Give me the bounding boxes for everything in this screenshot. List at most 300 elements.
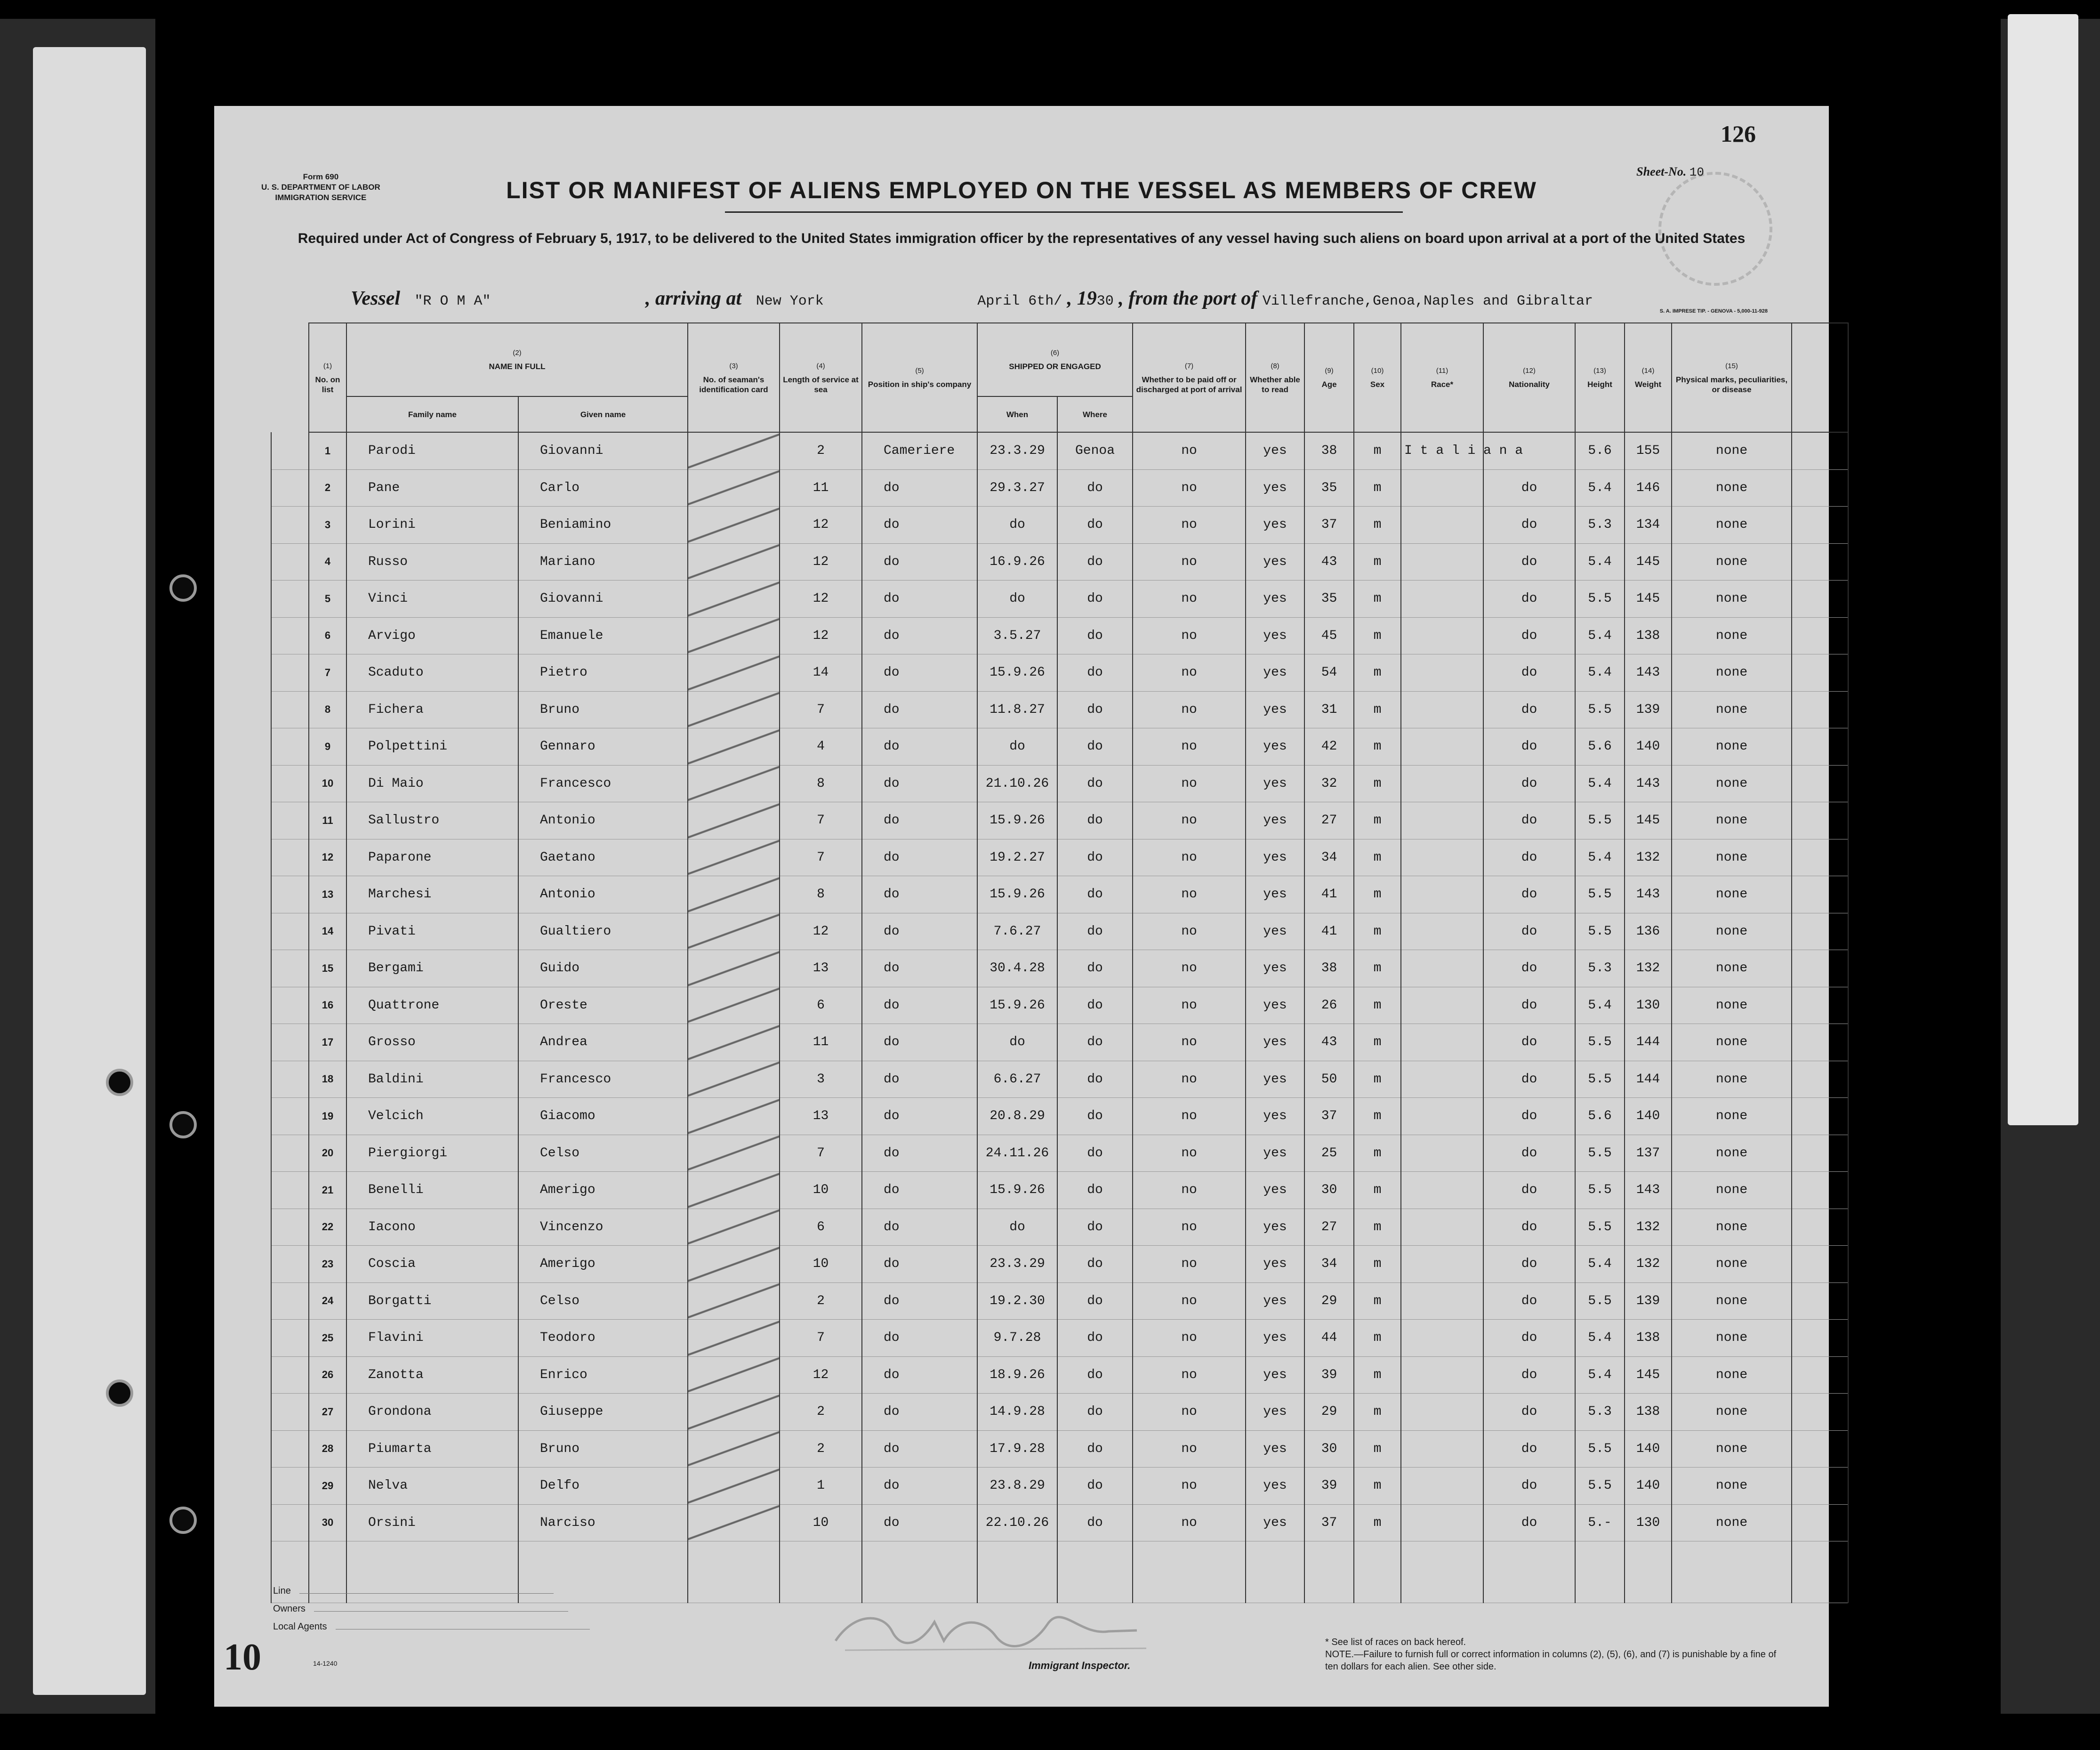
cell-age: 37 (1304, 507, 1354, 544)
cell-age: 34 (1304, 1246, 1354, 1283)
cell-weight: 143 (1625, 876, 1672, 913)
cell-where: do (1057, 802, 1133, 839)
cell-weight: 136 (1625, 913, 1672, 950)
cell-read: yes (1246, 1061, 1304, 1098)
cell-marks: none (1672, 765, 1792, 802)
cell-paid: no (1133, 1430, 1246, 1468)
cell-weight: 146 (1625, 469, 1672, 507)
cell-paid: no (1133, 765, 1246, 802)
cell-read: yes (1246, 1172, 1304, 1209)
cell-given: Antonio (518, 876, 688, 913)
table-row (271, 728, 1848, 766)
cell-age: 39 (1304, 1468, 1354, 1505)
cell-when: do (977, 1024, 1057, 1061)
cell-given: Enrico (518, 1356, 688, 1394)
cell-race (1401, 1430, 1483, 1468)
cell-position: do (862, 876, 977, 913)
cell-race (1401, 950, 1483, 987)
page-number: 126 (1721, 121, 1756, 147)
cell-given: Giovanni (518, 432, 688, 469)
punch-hole (169, 574, 197, 602)
cell-service: 7 (780, 839, 862, 876)
cell-where: do (1057, 839, 1133, 876)
cell-nationality: do (1483, 1394, 1575, 1431)
cell-read: yes (1246, 1430, 1304, 1468)
cell-sex: m (1354, 1468, 1401, 1505)
cell-age: 43 (1304, 1024, 1354, 1061)
cell-read: yes (1246, 654, 1304, 692)
cell-nationality: do (1483, 1135, 1575, 1172)
cell-no: 5 (309, 581, 346, 618)
cell-when: 7.6.27 (977, 913, 1057, 950)
cell-read: yes (1246, 1356, 1304, 1394)
cell-where: do (1057, 691, 1133, 728)
cell-given: Beniamino (518, 507, 688, 544)
cell-no: 22 (309, 1209, 346, 1246)
cell-read: yes (1246, 432, 1304, 469)
cell-paid: no (1133, 1024, 1246, 1061)
arrival-date: April 6th/ (977, 293, 1062, 309)
cell-where: do (1057, 1504, 1133, 1541)
cell-when: 17.9.28 (977, 1430, 1057, 1468)
cell-when: 15.9.26 (977, 654, 1057, 692)
cell-marks: none (1672, 1430, 1792, 1468)
cell-family: Polpettini (346, 728, 518, 766)
cell-paid: no (1133, 1504, 1246, 1541)
cell-race (1401, 1320, 1483, 1357)
col-header-read: (8) Whether able to read (1246, 323, 1304, 432)
cell-family: Orsini (346, 1504, 518, 1541)
cell-read: yes (1246, 802, 1304, 839)
cell-race (1401, 1394, 1483, 1431)
cell-sex: m (1354, 1172, 1401, 1209)
cell-nationality: do (1483, 469, 1575, 507)
cell-where: do (1057, 1468, 1133, 1505)
cell-no: 3 (309, 507, 346, 544)
cell-family: Iacono (346, 1209, 518, 1246)
cell-sex: m (1354, 1282, 1401, 1320)
cell-position: do (862, 950, 977, 987)
cell-weight: 140 (1625, 1430, 1672, 1468)
cell-service: 12 (780, 913, 862, 950)
title-underline (725, 211, 1403, 213)
cell-service: 12 (780, 507, 862, 544)
table-row (271, 1246, 1848, 1283)
cell-paid: no (1133, 913, 1246, 950)
cell-height: 5.3 (1575, 507, 1625, 544)
cell-height: 5.4 (1575, 543, 1625, 581)
cell-age: 29 (1304, 1394, 1354, 1431)
cell-race (1401, 1061, 1483, 1098)
cell-no: 23 (309, 1246, 346, 1283)
cell-paid: no (1133, 1061, 1246, 1098)
cell-given: Amerigo (518, 1246, 688, 1283)
cell-paid: no (1133, 1320, 1246, 1357)
cell-where: Genoa (1057, 432, 1133, 469)
cell-race (1401, 1356, 1483, 1394)
cell-height: 5.4 (1575, 765, 1625, 802)
cell-age: 38 (1304, 950, 1354, 987)
table-row (271, 1135, 1848, 1172)
cell-height: 5.4 (1575, 1320, 1625, 1357)
cell-sex: m (1354, 876, 1401, 913)
table-row (271, 507, 1848, 544)
cell-family: Coscia (346, 1246, 518, 1283)
cell-paid: no (1133, 1394, 1246, 1431)
cell-read: yes (1246, 543, 1304, 581)
cell-family: Russo (346, 543, 518, 581)
cell-marks: none (1672, 1172, 1792, 1209)
cell-age: 45 (1304, 617, 1354, 654)
cell-nationality: do (1483, 802, 1575, 839)
table-row (271, 691, 1848, 728)
printer-imprint: S. A. IMPRESE TIP. - GENOVA - 5,000-11-928 (1659, 308, 1768, 314)
cell-when: 11.8.27 (977, 691, 1057, 728)
cell-family: Sallustro (346, 802, 518, 839)
cell-position: do (862, 1356, 977, 1394)
cell-weight: 155 (1625, 432, 1672, 469)
cell-age: 38 (1304, 432, 1354, 469)
cell-sex: m (1354, 617, 1401, 654)
table-row (271, 1320, 1848, 1357)
cell-position: do (862, 1061, 977, 1098)
cell-age: 27 (1304, 1209, 1354, 1246)
cell-nationality: do (1483, 691, 1575, 728)
cell-where: do (1057, 1282, 1133, 1320)
cell-no: 11 (309, 802, 346, 839)
cell-height: 5.5 (1575, 1209, 1625, 1246)
cell-nationality: do (1483, 950, 1575, 987)
cell-family: Parodi (346, 432, 518, 469)
cell-sex: m (1354, 765, 1401, 802)
table-row (271, 950, 1848, 987)
cell-paid: no (1133, 1172, 1246, 1209)
col-header-when: When (977, 396, 1057, 432)
cell-position: do (862, 1209, 977, 1246)
cell-paid: no (1133, 802, 1246, 839)
cell-marks: none (1672, 913, 1792, 950)
cell-race (1401, 1468, 1483, 1505)
cell-position: do (862, 507, 977, 544)
cell-height: 5.4 (1575, 654, 1625, 692)
cell-race (1401, 1504, 1483, 1541)
cell-when: do (977, 728, 1057, 766)
cell-height: 5.5 (1575, 691, 1625, 728)
col-header-weight: (14) Weight (1625, 323, 1672, 432)
cell-position: do (862, 802, 977, 839)
cell-where: do (1057, 1061, 1133, 1098)
cell-family: Piergiorgi (346, 1135, 518, 1172)
cell-when: 18.9.26 (977, 1356, 1057, 1394)
cell-position: do (862, 543, 977, 581)
cell-position: do (862, 469, 977, 507)
vessel-name: "R O M A" (414, 293, 491, 309)
cell-given: Amerigo (518, 1172, 688, 1209)
table-row (271, 1356, 1848, 1394)
cell-sex: m (1354, 1394, 1401, 1431)
cell-read: yes (1246, 950, 1304, 987)
cell-no: 24 (309, 1282, 346, 1320)
cell-where: do (1057, 1356, 1133, 1394)
cell-age: 27 (1304, 802, 1354, 839)
table-row (271, 876, 1848, 913)
cell-read: yes (1246, 1320, 1304, 1357)
cell-read: yes (1246, 876, 1304, 913)
cell-when: 23.8.29 (977, 1468, 1057, 1505)
cell-weight: 132 (1625, 1209, 1672, 1246)
cell-position: do (862, 1468, 977, 1505)
cell-nationality: do (1483, 507, 1575, 544)
cell-when: 21.10.26 (977, 765, 1057, 802)
cell-nationality: do (1483, 728, 1575, 766)
cell-marks: none (1672, 1098, 1792, 1135)
cell-marks: none (1672, 1209, 1792, 1246)
cell-marks: none (1672, 432, 1792, 469)
cell-when: 29.3.27 (977, 469, 1057, 507)
cell-family: Pivati (346, 913, 518, 950)
cell-age: 44 (1304, 1320, 1354, 1357)
cell-height: 5.5 (1575, 876, 1625, 913)
cell-sex: m (1354, 691, 1401, 728)
cell-age: 42 (1304, 728, 1354, 766)
cell-height: 5.4 (1575, 617, 1625, 654)
cell-given: Oreste (518, 987, 688, 1024)
cell-weight: 132 (1625, 1246, 1672, 1283)
cell-marks: none (1672, 691, 1792, 728)
cell-family: Flavini (346, 1320, 518, 1357)
cell-paid: no (1133, 876, 1246, 913)
cell-sex: m (1354, 1430, 1401, 1468)
film-edge-right (2008, 14, 2078, 1125)
col-header-shipped: (6) SHIPPED OR ENGAGED (977, 323, 1133, 396)
cell-sex: m (1354, 1504, 1401, 1541)
cell-position: do (862, 1394, 977, 1431)
table-row (271, 543, 1848, 581)
cell-service: 2 (780, 1430, 862, 1468)
cell-age: 50 (1304, 1061, 1354, 1098)
cell-no: 8 (309, 691, 346, 728)
cell-family: Borgatti (346, 1282, 518, 1320)
cell-family: Nelva (346, 1468, 518, 1505)
inspector-label: Immigrant Inspector. (1029, 1660, 1131, 1671)
cell-age: 39 (1304, 1356, 1354, 1394)
cell-read: yes (1246, 1024, 1304, 1061)
cell-marks: none (1672, 1024, 1792, 1061)
cell-marks: none (1672, 802, 1792, 839)
cell-given: Carlo (518, 469, 688, 507)
cell-read: yes (1246, 728, 1304, 766)
cell-service: 13 (780, 950, 862, 987)
vessel-line: Vessel "R O M A" , arriving at New York April 6th/ , 1930 , from the port of Villefranche,Genoa,Naples and Gibraltar (351, 288, 1593, 309)
cell-when: 23.3.29 (977, 432, 1057, 469)
cell-marks: none (1672, 1061, 1792, 1098)
cell-sex: m (1354, 1246, 1401, 1283)
cell-height: 5.6 (1575, 728, 1625, 766)
cell-given: Pietro (518, 654, 688, 692)
cell-no: 25 (309, 1320, 346, 1357)
table-row (271, 765, 1848, 802)
cell-when: 15.9.26 (977, 1172, 1057, 1209)
cell-age: 31 (1304, 691, 1354, 728)
cell-height: 5.4 (1575, 469, 1625, 507)
cell-given: Guido (518, 950, 688, 987)
cell-position: do (862, 617, 977, 654)
cell-marks: none (1672, 950, 1792, 987)
cell-paid: no (1133, 581, 1246, 618)
cell-weight: 145 (1625, 802, 1672, 839)
cell-sex: m (1354, 913, 1401, 950)
table-row (271, 1172, 1848, 1209)
cell-read: yes (1246, 1135, 1304, 1172)
cell-where: do (1057, 987, 1133, 1024)
cell-height: 5.3 (1575, 1394, 1625, 1431)
cell-no: 4 (309, 543, 346, 581)
cell-no: 14 (309, 913, 346, 950)
cell-no: 20 (309, 1135, 346, 1172)
cell-read: yes (1246, 691, 1304, 728)
cell-when: 15.9.26 (977, 876, 1057, 913)
table-row (271, 617, 1848, 654)
cell-service: 11 (780, 469, 862, 507)
cell-height: 5.- (1575, 1504, 1625, 1541)
cell-marks: none (1672, 876, 1792, 913)
cell-service: 2 (780, 1282, 862, 1320)
cell-where: do (1057, 1320, 1133, 1357)
cell-weight: 145 (1625, 1356, 1672, 1394)
cell-race (1401, 581, 1483, 618)
cell-read: yes (1246, 765, 1304, 802)
cell-race: I t a l i a n a (1401, 432, 1483, 469)
cell-service: 3 (780, 1061, 862, 1098)
document-subtitle: Required under Act of Congress of February 5, 1917, to be delivered to the United States immigration officer by the representatives of any vessel having such aliens on board upon arrival at a port of the United States (298, 231, 1746, 246)
cell-read: yes (1246, 987, 1304, 1024)
cell-age: 37 (1304, 1504, 1354, 1541)
cell-sex: m (1354, 507, 1401, 544)
cell-paid: no (1133, 1135, 1246, 1172)
cell-service: 7 (780, 1135, 862, 1172)
punch-hole (106, 1069, 133, 1096)
footer-labels: Line Owners Local Agents (273, 1582, 590, 1636)
cell-given: Giovanni (518, 581, 688, 618)
cell-service: 7 (780, 1320, 862, 1357)
cell-sex: m (1354, 1356, 1401, 1394)
crew-manifest-table (271, 323, 1849, 1603)
cell-paid: no (1133, 654, 1246, 692)
cell-when: 16.9.26 (977, 543, 1057, 581)
cell-paid: no (1133, 1209, 1246, 1246)
cell-given: Vincenzo (518, 1209, 688, 1246)
cell-position: Cameriere (862, 432, 977, 469)
cell-given: Gennaro (518, 728, 688, 766)
cell-position: do (862, 728, 977, 766)
cell-read: yes (1246, 1504, 1304, 1541)
cell-race (1401, 543, 1483, 581)
cell-weight: 138 (1625, 1320, 1672, 1357)
table-row (271, 1209, 1848, 1246)
cell-marks: none (1672, 987, 1792, 1024)
cell-family: Baldini (346, 1061, 518, 1098)
cell-race (1401, 802, 1483, 839)
cell-race (1401, 876, 1483, 913)
cell-read: yes (1246, 1098, 1304, 1135)
cell-race (1401, 765, 1483, 802)
table-row (271, 1098, 1848, 1135)
cell-when: 19.2.30 (977, 1282, 1057, 1320)
cell-weight: 145 (1625, 581, 1672, 618)
cell-weight: 130 (1625, 987, 1672, 1024)
cell-weight: 132 (1625, 839, 1672, 876)
cell-position: do (862, 1246, 977, 1283)
cell-sex: m (1354, 543, 1401, 581)
cell-service: 13 (780, 1098, 862, 1135)
cell-where: do (1057, 1430, 1133, 1468)
cell-age: 30 (1304, 1430, 1354, 1468)
cell-paid: no (1133, 950, 1246, 987)
cell-nationality: do (1483, 1061, 1575, 1098)
cell-age: 30 (1304, 1172, 1354, 1209)
cell-service: 12 (780, 543, 862, 581)
col-header-marks: (15) Physical marks, peculiarities, or disease (1672, 323, 1792, 432)
cell-weight: 139 (1625, 1282, 1672, 1320)
cell-position: do (862, 1135, 977, 1172)
cell-weight: 143 (1625, 765, 1672, 802)
cell-paid: no (1133, 839, 1246, 876)
cell-no: 7 (309, 654, 346, 692)
cell-family: Di Maio (346, 765, 518, 802)
cell-sex: m (1354, 1320, 1401, 1357)
cell-weight: 139 (1625, 691, 1672, 728)
cell-no: 16 (309, 987, 346, 1024)
col-header-nationality: (12) Nationality (1483, 323, 1575, 432)
cell-age: 41 (1304, 913, 1354, 950)
cell-nationality: do (1483, 765, 1575, 802)
cell-marks: none (1672, 1356, 1792, 1394)
cell-position: do (862, 1024, 977, 1061)
cell-height: 5.3 (1575, 950, 1625, 987)
cell-nationality: do (1483, 1282, 1575, 1320)
punch-hole (169, 1111, 197, 1138)
cell-marks: none (1672, 581, 1792, 618)
cell-given: Celso (518, 1282, 688, 1320)
cell-height: 5.4 (1575, 839, 1625, 876)
cell-nationality: do (1483, 1468, 1575, 1505)
cell-position: do (862, 1504, 977, 1541)
col-header-where: Where (1057, 396, 1133, 432)
cell-service: 14 (780, 654, 862, 692)
cell-paid: no (1133, 543, 1246, 581)
cell-given: Francesco (518, 1061, 688, 1098)
cell-marks: none (1672, 1320, 1792, 1357)
table-row (271, 654, 1848, 692)
cell-race (1401, 987, 1483, 1024)
cell-given: Gaetano (518, 839, 688, 876)
cell-when: 3.5.27 (977, 617, 1057, 654)
cell-given: Bruno (518, 1430, 688, 1468)
cell-given: Andrea (518, 1024, 688, 1061)
cell-weight: 134 (1625, 507, 1672, 544)
col-header-paid-off: (7) Whether to be paid off or discharged at port of arrival (1133, 323, 1246, 432)
cell-given: Emanuele (518, 617, 688, 654)
cell-sex: m (1354, 469, 1401, 507)
cell-position: do (862, 913, 977, 950)
cell-paid: no (1133, 469, 1246, 507)
cell-marks: none (1672, 654, 1792, 692)
cell-height: 5.6 (1575, 432, 1625, 469)
cell-sex: m (1354, 802, 1401, 839)
cell-family: Lorini (346, 507, 518, 544)
cell-height: 5.4 (1575, 1246, 1625, 1283)
cell-given: Giacomo (518, 1098, 688, 1135)
